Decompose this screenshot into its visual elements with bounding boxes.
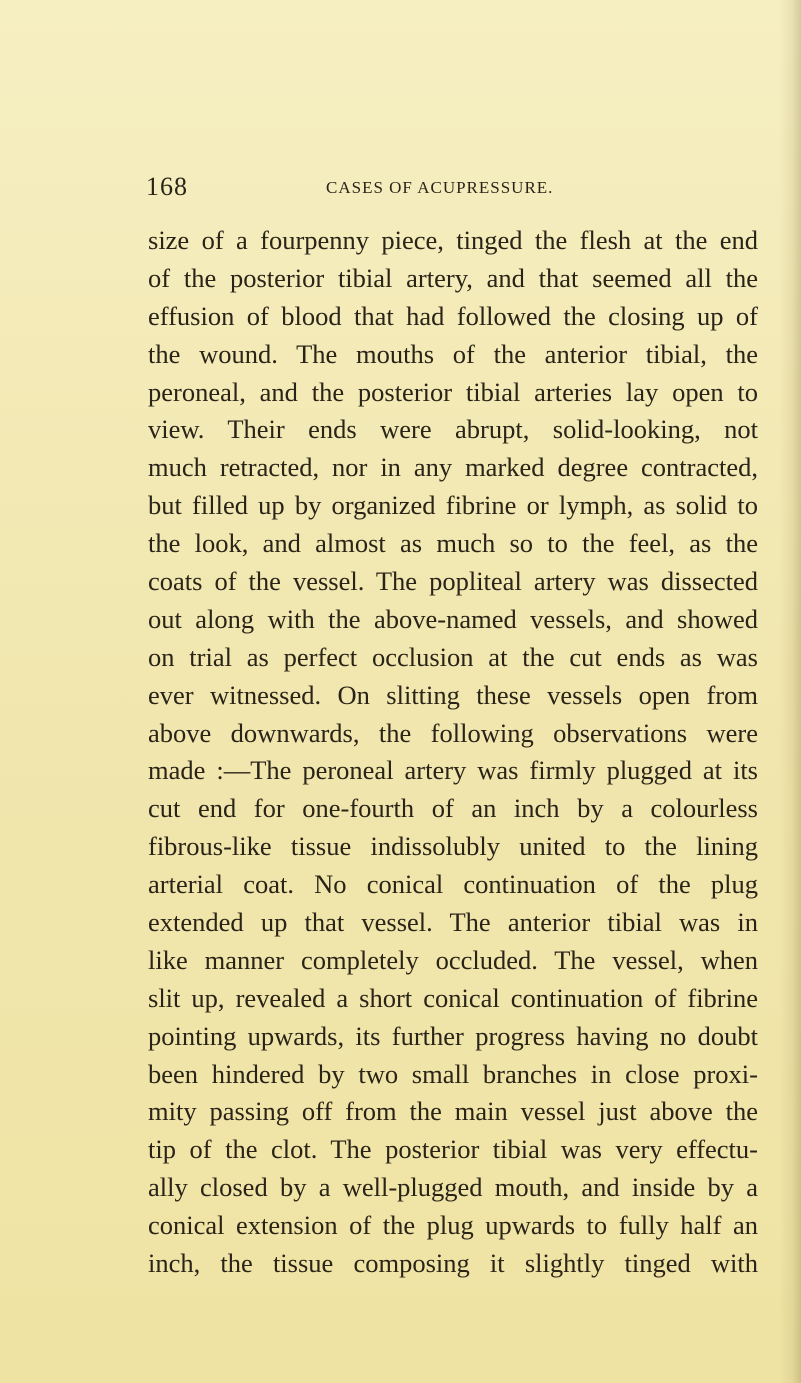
text-line: view. Their ends were abrupt, solid-looking, not [148, 414, 758, 445]
page-edge-shadow [779, 0, 801, 1383]
text-line: effusion of blood that had followed the closing up of [148, 300, 758, 331]
running-head: CASES OF ACUPRESSURE. [326, 178, 554, 197]
page-number: 168 [146, 172, 188, 201]
text-line: ally closed by a well-plugged mouth, and inside by a [148, 1172, 758, 1203]
text-line: size of a fourpenny piece, tinged the flesh at the end [148, 225, 758, 255]
text-line: coats of the vessel. The popliteal artery was dissected [148, 566, 758, 597]
text-line: fibrous-like tissue indissolubly united to the lining [148, 831, 758, 862]
text-line: of the posterior tibial artery, and that seemed all the [148, 262, 758, 293]
text-line: extended up that vessel. The anterior tibial was in [148, 907, 758, 938]
text-line: arterial coat. No conical continuation of the plug [148, 869, 758, 900]
text-line: peroneal, and the posterior tibial arteries lay open to [148, 376, 758, 407]
body-text [148, 222, 758, 1283]
text-line: tip of the clot. The posterior tibial was very effectu- [148, 1134, 758, 1165]
text-line: on trial as perfect occlusion at the cut ends as was [148, 641, 758, 672]
text-line: cut end for one-fourth of an inch by a colourless [148, 793, 758, 824]
text-line: the look, and almost as much so to the feel, as the [148, 528, 758, 559]
text-line: inch, the tissue composing it slightly tinged with [148, 1248, 758, 1279]
text-line: slit up, revealed a short conical continuation of fibrine [148, 982, 758, 1013]
text-line: made :—The peroneal artery was firmly plugged at its [148, 755, 758, 786]
text-line: much retracted, nor in any marked degree contracted, [148, 452, 758, 483]
text-line: been hindered by two small branches in close proxi- [148, 1058, 758, 1089]
text-line: above downwards, the following observations were [148, 717, 758, 748]
text-line: conical extension of the plug upwards to fully half an [148, 1210, 758, 1241]
text-line: mity passing off from the main vessel just above the [148, 1096, 758, 1127]
text-line: out along with the above-named vessels, and showed [148, 603, 758, 634]
text-line: but filled up by organized fibrine or lymph, as solid to [148, 490, 758, 521]
text-line: ever witnessed. On slitting these vessels open from [148, 679, 758, 710]
text-line: pointing upwards, its further progress having no doubt [148, 1020, 758, 1051]
page-header [0, 172, 801, 202]
text-line: the wound. The mouths of the anterior tibial, the [148, 338, 758, 369]
text-line: like manner completely occluded. The vessel, when [148, 944, 758, 975]
